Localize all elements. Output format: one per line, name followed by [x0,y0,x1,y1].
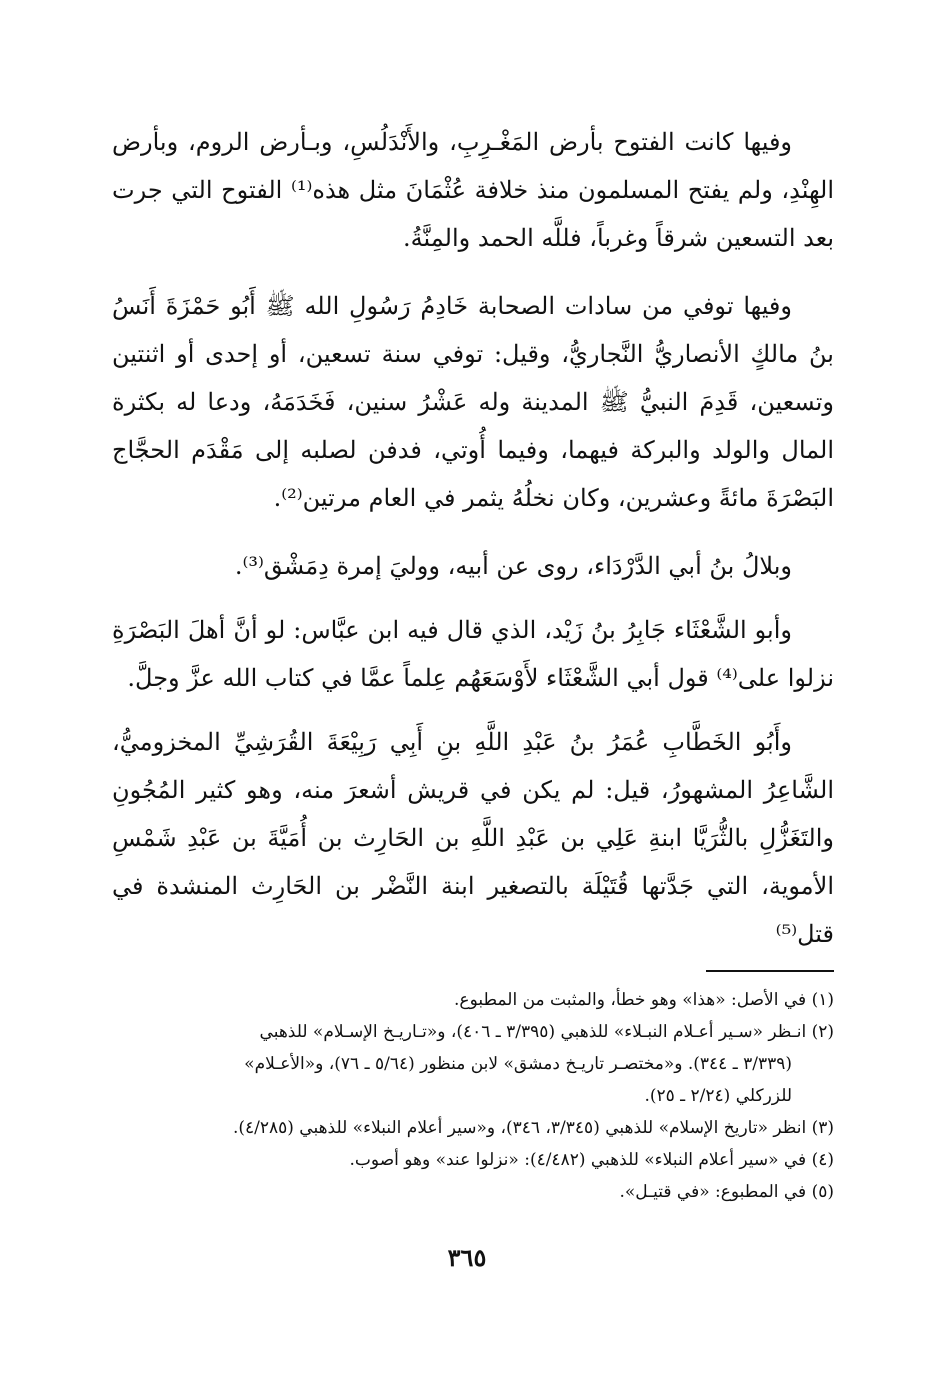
paragraph-umar-ibn-abi-rabia: وأَبُو الخَطَّابِ عُمَرُ بنُ عَبْدِ اللَّهِ بنِ أَبِي رَبِيْعَةَ القُرَشِيِّ المخزوميُّ، الشَّاعِرُ المشهورُ، قيل: لم يكن في قريش أشعرَ منه، وهو كثير المُجُونِ والتَغَزُّلِ بالثُّرَيَّا ابنةِ عَلِي بن عَبْدِ اللَّهِ بن الحَارِث بن أُمَيَّةَ بن عَبْدِ شَمْسِ الأموية، التي جَدَّتها قُتَيْلَة بالتصغير ابنة النَّضْر بن الحَارِث المنشدة في قتل⁽⁵⁾ [112,728,835,948]
paragraph-anas-ibn-malik: وفيها توفي من سادات الصحابة خَادِمُ رَسُولِ الله ﷺ أَبُو حَمْزَةَ أَنَسُ بنُ مالكٍ الأنصاريُّ النَّجاريُّ، وقيل: توفي سنة تسعين، أو إحدى أو اثنتين وتسعين، قَدِمَ النبيُّ ﷺ المدينة وله عَشْرُ سنين، فَخَدَمَهُ، ودعا له بكثرة المال والولد والبركة فيهما، وفيما أُوتي، فدفن لصلبه إلى مَقْدَم الحجَّاج البَصْرَةَ مائةً وعشرين، وكان نخلُهُ يثمر في العام مرتين⁽²⁾. [112,292,834,512]
paragraph-bilal-ibn-abi-darda: وبلالُ بنُ أبي الدَّرْدَاء، روى عن أبيه، ووليَ إمرة دِمَشْق⁽³⁾. [234,552,792,580]
footnote-3: (٣) انظر «تاريخ الإسلام» للذهبي (٣/٣٤٥، ٣٤٦)، و«سير أعلام النبلاء» للذهبي (٤/٢٨٥). [232,1118,834,1138]
footnote-4: (٤) في «سير أعلام النبلاء» للذهبي (٤/٤٨٢): «نزلوا عند» وهو أصوب. [349,1150,834,1170]
footnote-5: (٥) في المطبوع: «في قتيـل». [619,1182,834,1202]
main-text [112,118,834,978]
footnotes [112,984,834,1208]
footnote-separator [706,970,834,972]
footnote-2-continuation-end: للزركلي (٢/٢٤ ـ ٢٥). [644,1086,792,1106]
footnote-2: (٢) انـظر «سـير أعـلام النبـلاء» للذهبي (٣/٣٩٥ ـ ٤٠٦)، و«تـاريـخ الإسـلام» للذهبي [259,1022,834,1042]
footnote-2-continuation: (٣/٣٣٩ ـ ٣٤٤). و«مختصـر تاريـخ دمشق» لابن منظور (٥/٦٤ ـ ٧٦)، و«الأعـلام» [244,1054,792,1074]
paragraph-abu-shatha: وأبو الشَّعْثَاء جَابِرُ بنُ زَيْد، الذي قال فيه ابن عبَّاس: لو أنَّ أهلَ البَصْرَةِ نزلوا على⁽⁴⁾ قول أبي الشَّعْثَاء لأَوْسَعَهُم عِلماً عمَّا في كتاب الله عزَّ وجلَّ. [112,616,834,692]
footnote-1: (١) في الأصل: «هذا» وهو خطأ، والمثبت من المطبوع. [454,990,834,1010]
page-number: ٣٦٥ [447,1243,487,1272]
paragraph-conquests: وفيها كانت الفتوح بأرض المَغْـرِبِ، والأَنْدَلُسِ، وبـأرض الروم، وبأرض الهِنْدِ، ولم يفتح المسلمون منذ خلافة عُثْمَانَ مثل هذه⁽¹⁾ الفتوح التي جرت بعد التسعين شرقاً وغرباً، فللَّه الحمد والمِنَّةُ. [112,128,835,252]
